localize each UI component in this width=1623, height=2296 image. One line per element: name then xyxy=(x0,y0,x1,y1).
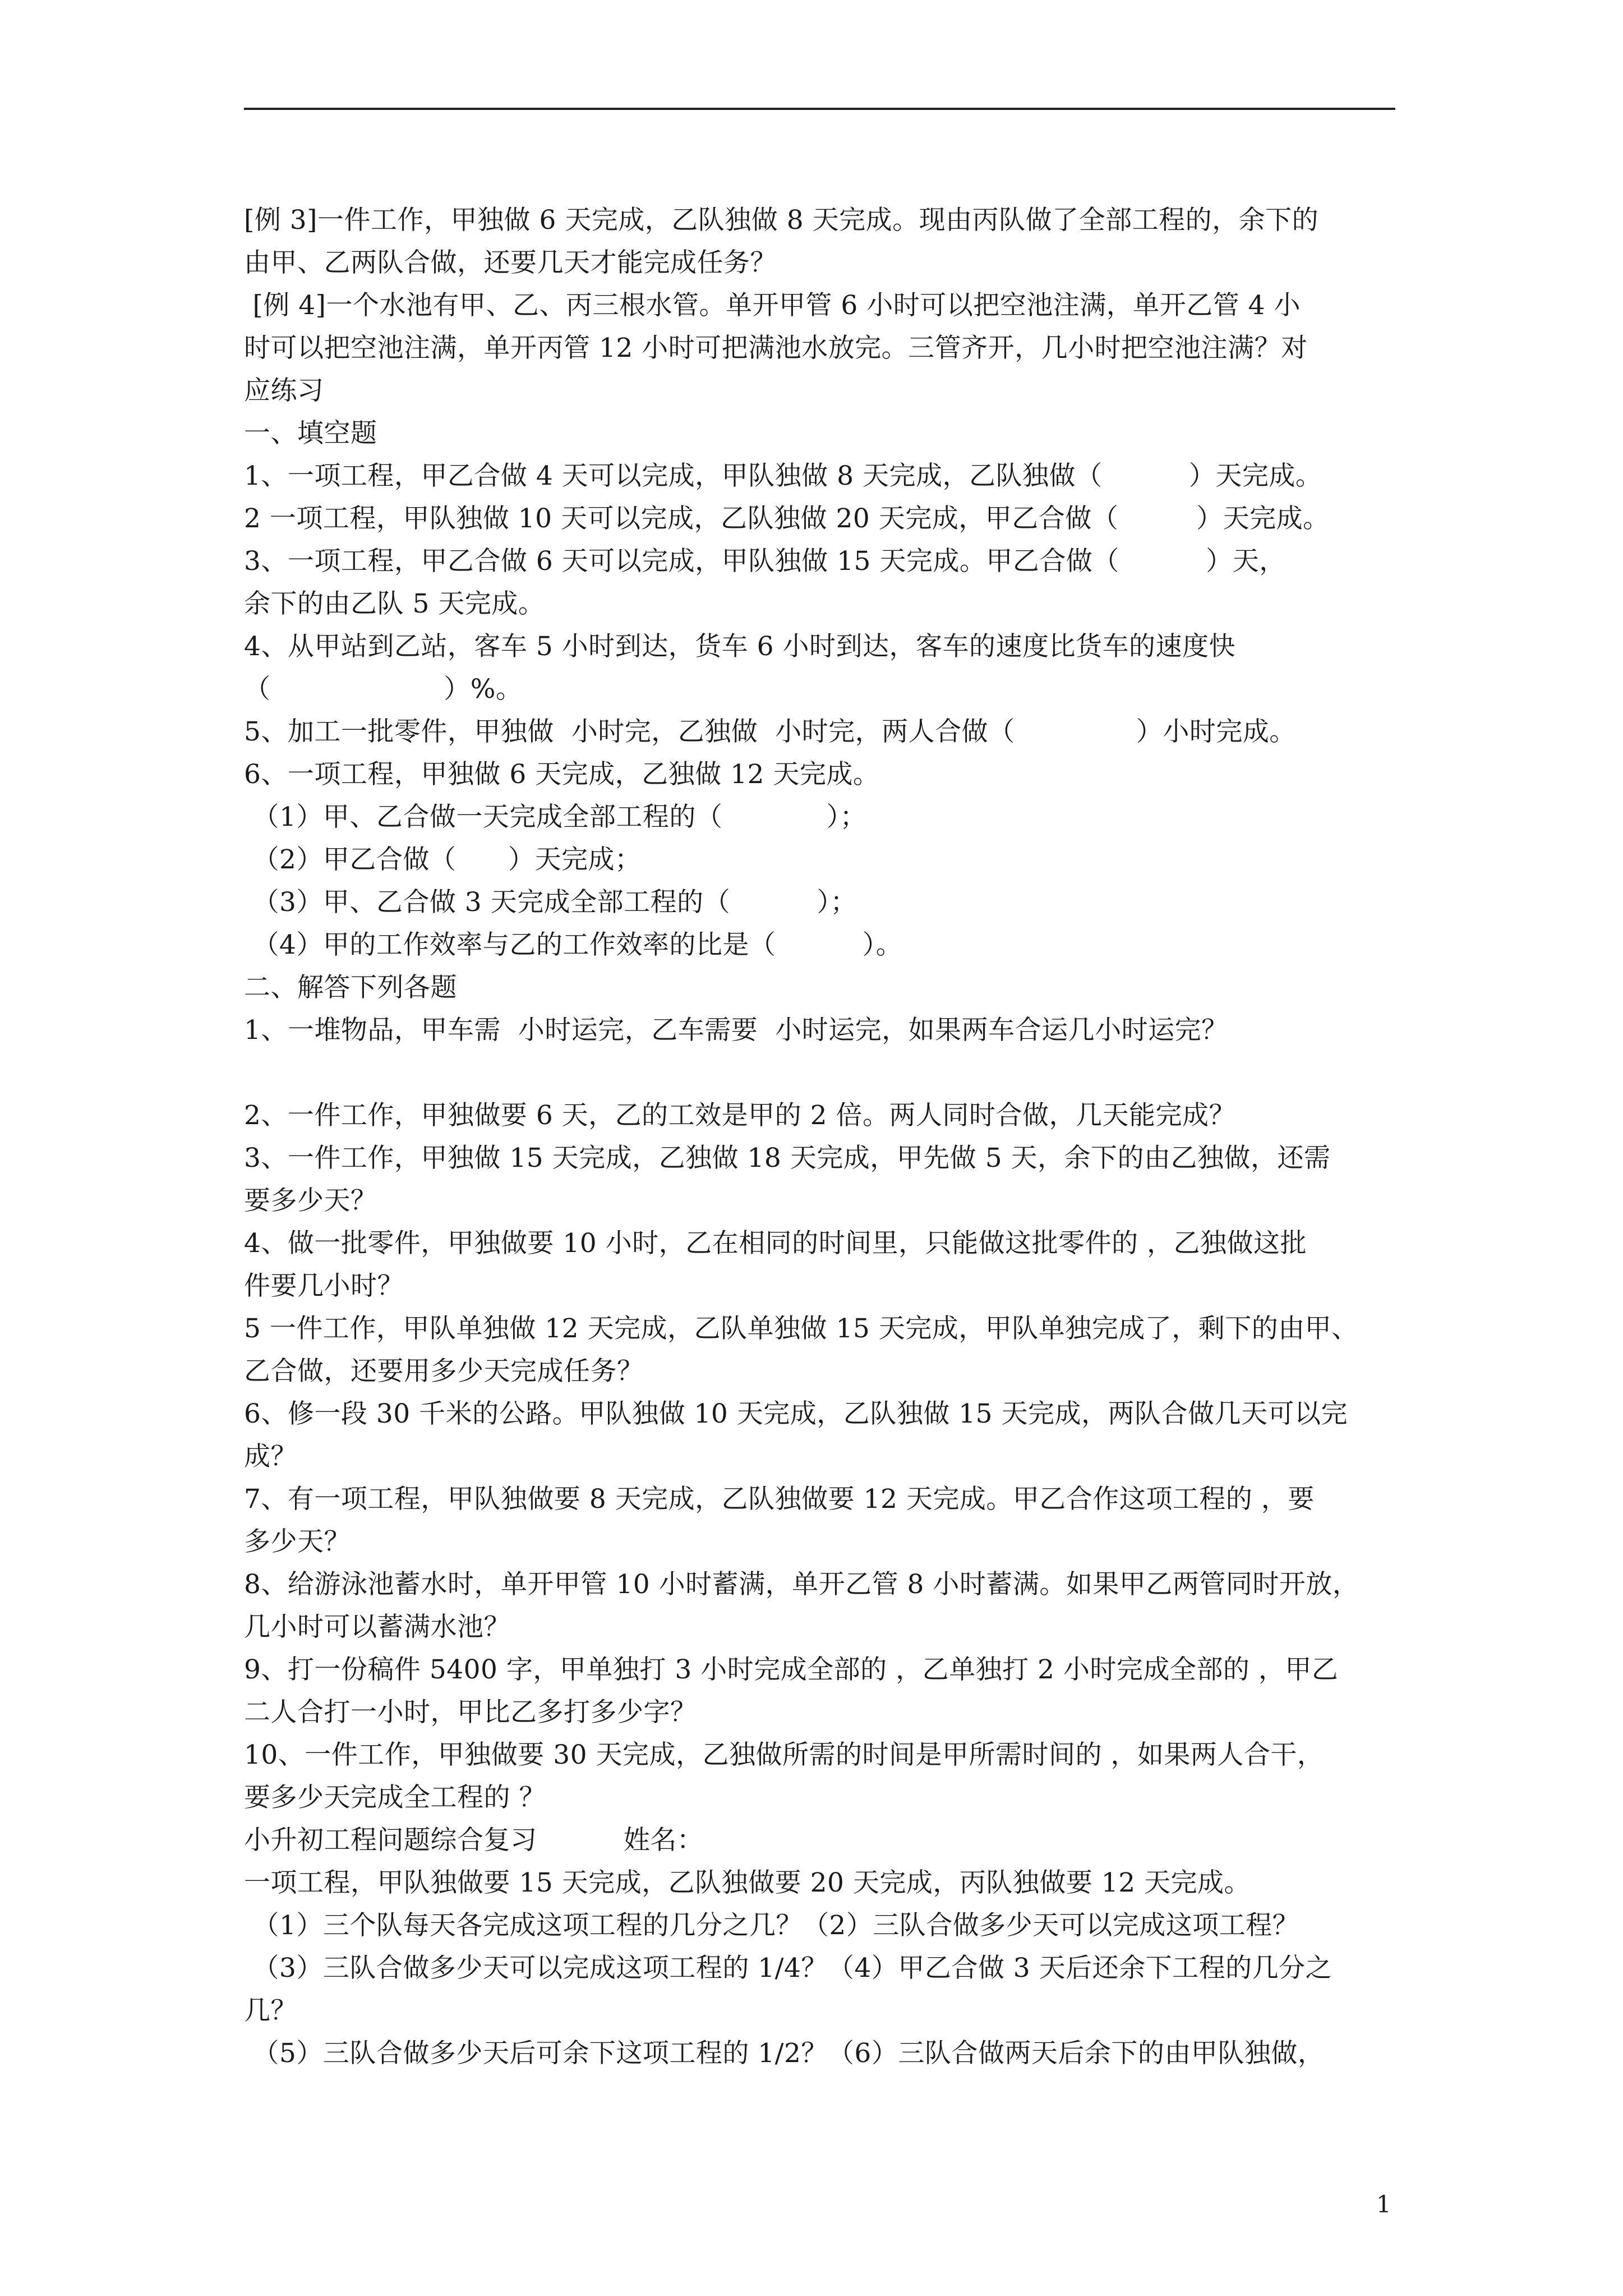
text-line: 10、一件工作，甲独做要 30 天完成，乙独做所需的时间是甲所需时间的 ，如果两人合干， xyxy=(244,1740,1324,1770)
text-line: 5 一件工作，甲队单独做 12 天完成，乙队单独做 15 天完成，甲队单独完成了，剩下的由甲、 xyxy=(244,1313,1358,1344)
section-heading: 一、填空题 xyxy=(244,418,377,449)
text-line: 7、有一项工程，甲队独做要 8 天完成，乙队独做要 12 天完成。甲乙合作这项工程的 ，要 xyxy=(244,1484,1315,1515)
text-line: （3）甲、乙合做 3 天完成全部工程的（ ）； xyxy=(244,887,857,918)
text-line: 一项工程，甲队独做要 15 天完成，乙队独做要 20 天完成，丙队独做要 12 天完成。 xyxy=(244,1867,1251,1898)
text-line: （5）三队合做多少天后可余下这项工程的 1/2？（6）三队合做两天后余下的由甲队独做， xyxy=(244,2038,1325,2069)
text-line: 由甲、乙两队合做，还要几天才能完成任务？ xyxy=(244,247,777,278)
page-number: 1 xyxy=(1376,2191,1391,2218)
text-line: 5、加工一批零件，甲独做 小时完，乙独做 小时完，两人合做（ ）小时完成。 xyxy=(244,716,1296,747)
text-line: 3、一项工程，甲乙合做 6 天可以完成，甲队独做 15 天完成。甲乙合做（ ）天， xyxy=(244,546,1286,577)
text-line: 2 一项工程，甲队独做 10 天可以完成，乙队独做 20 天完成，甲乙合做（ ）天完成。 xyxy=(244,503,1330,534)
text-line: [例 4]一个水池有甲、乙、丙三根水管。单开甲管 6 小时可以把空池注满，单开乙管 4 小 xyxy=(244,290,1301,321)
text-line: （3）三队合做多少天可以完成这项工程的 1/4？（4）甲乙合做 3 天后还余下工程的几分之 xyxy=(244,1953,1332,1984)
text-line: 4、从甲站到乙站，客车 5 小时到达，货车 6 小时到达，客车的速度比货车的速度快 xyxy=(244,631,1235,662)
text-line: 2、一件工作，甲独做要 6 天，乙的工效是甲的 2 倍。两人同时合做，几天能完成？ xyxy=(244,1100,1235,1131)
text-line: 二人合打一小时，甲比乙多打多少字？ xyxy=(244,1697,697,1728)
document-body xyxy=(244,199,1410,2075)
text-line: 9、打一份稿件 5400 字，甲单独打 3 小时完成全部的 ，乙单独打 2 小时完成全部的 ，甲乙 xyxy=(244,1654,1339,1685)
text-line: 几小时可以蓄满水池？ xyxy=(244,1612,510,1642)
text-line: 余下的由乙队 5 天完成。 xyxy=(244,588,545,619)
text-line: 3、一件工作，甲独做 15 天完成，乙独做 18 天完成，甲先做 5 天，余下的由乙独做，还需 xyxy=(244,1143,1331,1174)
text-line: （ ）%。 xyxy=(244,674,523,705)
text-line: （4）甲的工作效率与乙的工作效率的比是（ ）。 xyxy=(244,930,903,960)
text-line: 要多少天？ xyxy=(244,1185,377,1216)
text-line: 几？ xyxy=(244,1995,297,2026)
text-line: （1）三个队每天各完成这项工程的几分之几？（2）三队合做多少天可以完成这项工程？ xyxy=(244,1910,1299,1941)
section-heading: 二、解答下列各题 xyxy=(244,972,457,1003)
text-line: 件要几小时？ xyxy=(244,1271,404,1301)
header-rule xyxy=(244,108,1395,110)
text-line: 成？ xyxy=(244,1441,297,1472)
text-line: 要多少天完成全工程的 ？ xyxy=(244,1782,546,1813)
text-line: （1）甲、乙合做一天完成全部工程的（ ）； xyxy=(244,802,867,832)
text-line: 多少天？ xyxy=(244,1526,351,1557)
text-line: 应练习 xyxy=(244,375,324,406)
text-line: 6、修一段 30 千米的公路。甲队独做 10 天完成，乙队独做 15 天完成，两队合做几天可以完 xyxy=(244,1398,1348,1429)
section-heading: 小升初工程问题综合复习 姓名： xyxy=(244,1825,704,1856)
text-line: 8、给游泳池蓄水时，单开甲管 10 小时蓄满，单开乙管 8 小时蓄满。如果甲乙两管同时开放， xyxy=(244,1569,1359,1600)
text-line: 1、一堆物品，甲车需 小时运完，乙车需要 小时运完，如果两车合运几小时运完？ xyxy=(244,1015,1228,1046)
text-line: 6、一项工程，甲独做 6 天完成，乙独做 12 天完成。 xyxy=(244,759,880,790)
text-line: （2）甲乙合做（ ）天完成； xyxy=(244,844,642,875)
text-line: 乙合做，还要用多少天完成任务？ xyxy=(244,1356,644,1387)
text-line: [例 3]一件工作，甲独做 6 天完成，乙队独做 8 天完成。现由丙队做了全部工程的，余下的 xyxy=(244,205,1319,236)
blank-line xyxy=(244,1052,1410,1094)
text-line: 4、做一批零件，甲独做要 10 小时，乙在相同的时间里，只能做这批零件的 ，乙独做这批 xyxy=(244,1228,1307,1259)
text-line: 时可以把空池注满，单开丙管 12 小时可把满池水放完。三管齐开，几小时把空池注满？对 xyxy=(244,333,1308,364)
text-line: 1、一项工程，甲乙合做 4 天可以完成，甲队独做 8 天完成，乙队独做（ ）天完成。 xyxy=(244,461,1322,491)
